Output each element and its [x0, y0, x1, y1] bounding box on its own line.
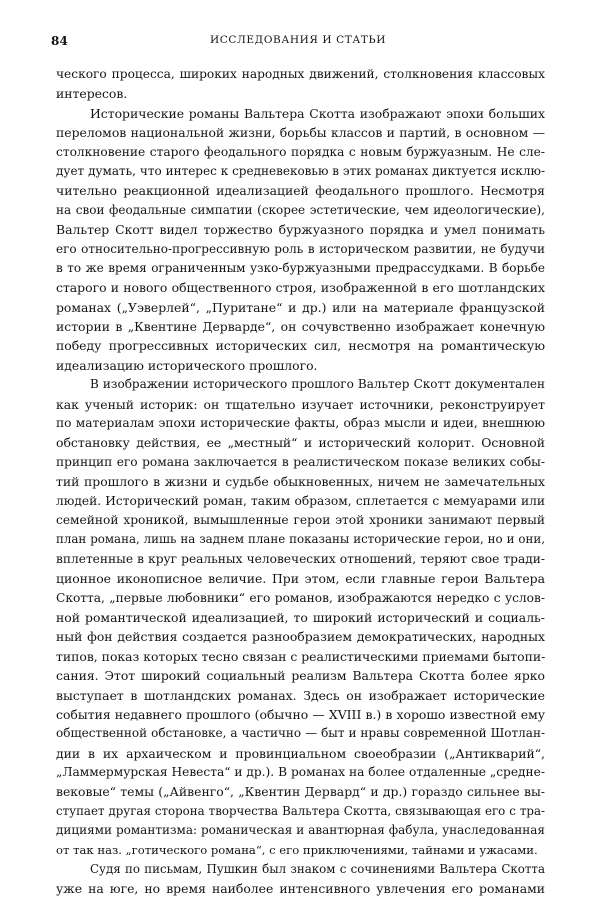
text-line: принцип его романа заключается в реалистическом показе великих собы-	[56, 454, 545, 469]
text-line: дует думать, что интерес к средневековью в этих романах диктуется исклю-	[56, 163, 545, 178]
text-line: уже на юге, но время наиболее интенсивного увлечения его романами	[56, 881, 545, 897]
page-header	[51, 34, 545, 52]
text-line: Судя по письмам, Пушкин был знаком с сочинениями Вальтера Скотта	[90, 862, 545, 877]
text-line: вплетенные в круг реальных человеческих отношений, теряют свое тради-	[56, 551, 545, 566]
text-line: план романа, лишь на заднем плане показаны исторические герои, но и они,	[56, 532, 545, 547]
text-line: по материалам эпохи исторические факты, образ мысли и идеи, внешнюю	[56, 416, 545, 431]
text-line: тий прошлого в жизни и судьбе обыкновенных, ничем не замечательных	[56, 474, 545, 490]
text-line: семейной хроникой, вымышленные герои этой хроники занимают первый	[56, 512, 545, 527]
text-line: ной романтической идеализацией, то широкий исторический и социаль-	[56, 609, 545, 625]
text-line: ный фон действия создается разнообразием демократических, народных	[56, 629, 545, 645]
text-line: Вальтер Скотт видел торжество буржуазного порядка и умел понимать	[56, 222, 545, 238]
text-line: обстановку действия, ее „местный“ и исторический колорит. Основной	[56, 435, 545, 451]
text-line: людей. Исторический роман, таким образом, сплетается с мемуарами или	[56, 493, 545, 508]
text-line: сания. Этот широкий социальный реализм Вальтера Скотта более ярко	[56, 668, 545, 684]
text-line: дии в их архаическом и провинциальном своеобразии („Антикварий“,	[56, 745, 545, 761]
text-line: столкновение старого феодального порядка с новым буржуазным. Не сле-	[56, 144, 545, 159]
text-line: старого и нового общественного строя, изображенной в его шотландских	[56, 280, 545, 296]
text-line: Скотта, „первые любовники“ его романов, изображаются нередко с услов-	[56, 590, 545, 605]
text-line: „Ламмермурская Невеста“ и др.). В романах на более отдаленные „средне-	[56, 765, 545, 780]
text-line: вековые“ темы („Айвенго“, „Квентин Дервард“ и др.) гораздо сильнее вы-	[56, 784, 545, 800]
body-text	[56, 65, 545, 899]
text-line: Исторические романы Вальтера Скотта изображают эпохи больших	[90, 105, 545, 121]
text-line: его относительно-прогрессивную роль в историческом развитии, не будучи	[56, 241, 545, 256]
text-line: победу прогрессивных исторических сил, несмотря на романтическую	[56, 338, 545, 354]
text-line: от так наз. „готического романа“, с его приключениями, тайнами и ужасами.	[56, 842, 538, 857]
text-line: ционное иконописное величие. При этом, если главные герои Вальтера	[56, 571, 545, 587]
text-line: идеализацию исторического прошлого.	[56, 357, 318, 373]
text-line: В изображении исторического прошлого Вальтер Скотт документален	[90, 377, 545, 392]
page-number: 84	[51, 34, 69, 48]
text-line: типов, показ которых тесно связан с реалистическими приемами бытопи-	[56, 648, 546, 664]
text-line: на свои феодальные симпатии (скорее эстетические, чем идеологические),	[56, 202, 545, 217]
text-line: выступает в шотландских романах. Здесь он изображает исторические	[56, 687, 545, 703]
text-line: переломов национальной жизни, борьбы классов и партий, в основном —	[56, 125, 545, 141]
running-head: ИССЛЕДОВАНИЯ И СТАТЬИ	[210, 34, 386, 46]
text-line: истории в „Квентине Дерварде“, он сочувственно изображает конечную	[56, 319, 545, 335]
text-line: дициями романтизма: романическая и авантюрная фабула, унаследованная	[56, 823, 545, 838]
text-line: события недавнего прошлого (обычно — XVIII в.) в хорошо известной ему	[56, 706, 545, 722]
text-line: ступает другая сторона творчества Вальтера Скотта, связывающая его с тра-	[56, 803, 545, 818]
text-line: чительно реакционной идеализацией феодального прошлого. Несмотря	[56, 183, 545, 199]
text-line: интересов.	[56, 86, 128, 102]
text-line: в то же время ограниченным узко-буржуазными предрассудками. В борьбе	[56, 260, 545, 275]
text-line: как ученый историк: он тщательно изучает источники, реконструирует	[56, 396, 545, 412]
text-line: ческого процесса, широких народных движений, столкновения классовых	[56, 67, 545, 81]
text-line: общественной обстановке, а частично — быт и нравы современной Шотлан-	[56, 726, 545, 741]
text-line: романах („Уэверлей“, „Пуритане“ и др.) или на материале французской	[56, 299, 545, 315]
